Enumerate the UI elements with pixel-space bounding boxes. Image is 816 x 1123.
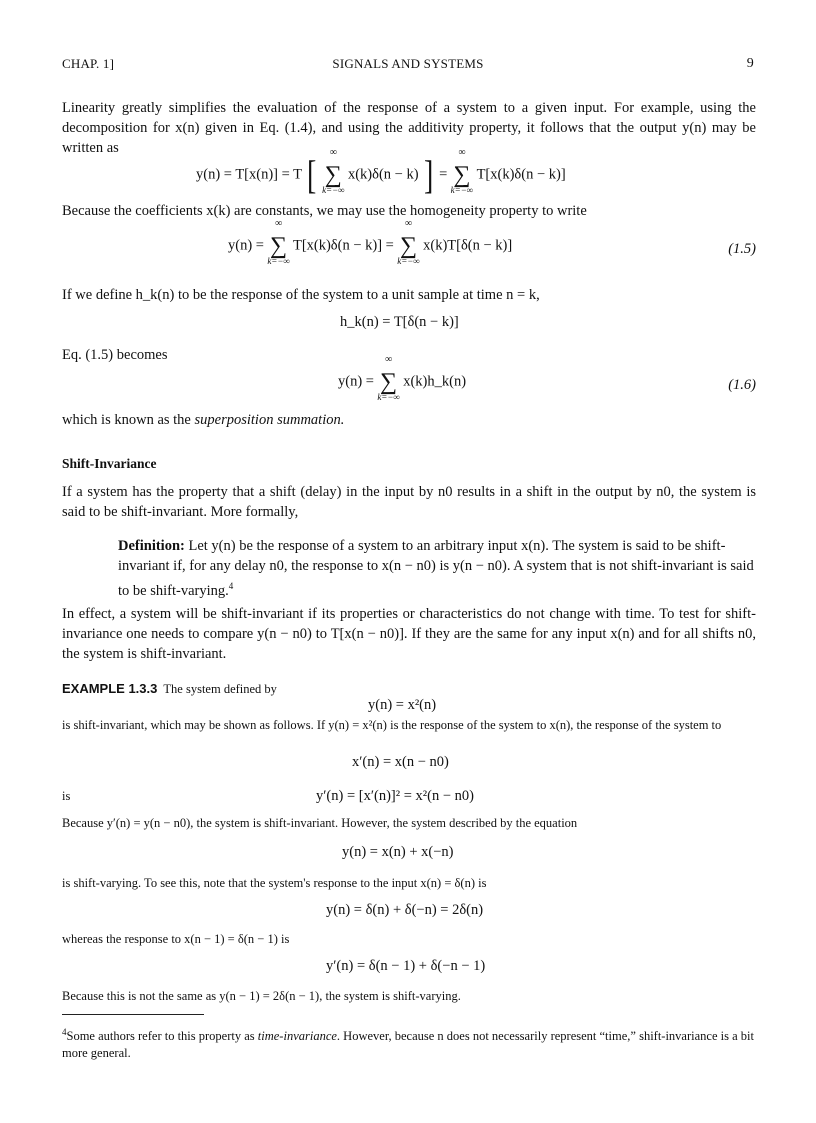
example-paragraph-4: whereas the response to x(n − 1) = δ(n − 1) is <box>62 932 290 946</box>
footnote-ref: 4 <box>228 581 234 591</box>
equation-number-1-6: (1.6) <box>728 377 756 393</box>
right-bracket: ] <box>424 152 434 197</box>
paragraph-shift-test: In effect, a system will be shift-invariant if its properties or characteristics do not change with time. To test for shift-invariance one needs to compare y(n − n0) to T[x(n − n0)]. If they are the same for any input x(n) and for all shifts n0, the system is shift-invariant. <box>62 606 756 662</box>
example-paragraph-1: is shift-invariant, which may be shown as follows. If y(n) = x²(n) is the response of the system to x(n), the response of the system to <box>62 718 722 732</box>
footnote-text-c: . However, because n does not necessarily represent “time,” shift-invariance is a bit more general. <box>62 1029 754 1061</box>
sum-symbol: ∞ ∑ k=−∞ <box>267 218 290 266</box>
equation-number-1-5: (1.5) <box>728 241 756 257</box>
example-intro: The system defined by <box>163 682 277 696</box>
eq16-rhs: x(k)h_k(n) <box>403 373 467 390</box>
page-number: 9 <box>746 56 754 71</box>
example-eq-shifted-input: x′(n) = x(n − n0) <box>352 754 449 770</box>
example-eq-square: y(n) = x²(n) <box>368 697 437 713</box>
footnote <box>62 1024 756 1062</box>
equation-output-linear <box>196 147 566 197</box>
definition-block <box>118 536 758 601</box>
sum-symbol: ∞ ∑ k=−∞ <box>450 147 474 195</box>
eq1-rhs: T[x(k)δ(n − k)] <box>476 166 566 183</box>
paragraph-linearity: Linearity greatly simplifies the evaluation of the response of a system to a given input. For example, using the decomposition for x(n) given in Eq. (1.4), and using the additivity property, it follows that the output y(n) may be written as <box>62 100 756 156</box>
sum-symbol: ∞ ∑ k=−∞ <box>377 354 400 402</box>
footnote-text-a: Some authors refer to this property as <box>66 1029 258 1044</box>
example-is: is <box>62 789 71 803</box>
paragraph-homogeneity: Because the coefficients x(k) are constants, we may use the homogeneity property to write <box>62 203 587 219</box>
example-paragraph-5: Because this is not the same as y(n − 1) = 2δ(n − 1), the system is shift-varying. <box>62 989 461 1003</box>
superposition-text: which is known as the <box>62 412 195 428</box>
example-eq-shift-varying: y(n) = x(n) + x(−n) <box>342 844 454 860</box>
equation-1-5 <box>228 218 513 266</box>
section-heading-shift-invariance: Shift-Invariance <box>62 456 157 471</box>
left-bracket: [ <box>307 152 317 197</box>
example-paragraph-3: is shift-varying. To see this, note that the system's response to the input x(n) = δ(n) is <box>62 876 487 890</box>
example-eq-delta-response: y(n) = δ(n) + δ(−n) = 2δ(n) <box>326 902 484 918</box>
sum-symbol: ∞ ∑ k=−∞ <box>397 218 420 266</box>
footnote-term: time-invariance <box>257 1029 337 1044</box>
paragraph-superposition <box>62 410 756 430</box>
equation-hk: h_k(n) = T[δ(n − k)] <box>340 314 459 330</box>
example-heading <box>62 680 756 698</box>
footnote-number: 4 <box>62 1027 67 1037</box>
example-eq-shifted-output: y′(n) = [x′(n)]² = x²(n − n0) <box>316 788 474 804</box>
example-paragraph-2: Because y′(n) = y(n − n0), the system is shift-invariant. However, the system described by the equation <box>62 816 578 830</box>
paragraph-shift-intro: If a system has the property that a shift (delay) in the input by n0 results in a shift in the output by n0, the system is said to be shift-invariant. More formally, <box>62 484 756 520</box>
definition-text: Let y(n) be the response of a system to an arbitrary input x(n). The system is said to be shift-invariant if, for any delay n0, the response to x(n − n0) is y(n − n0). A system that is not shift-invariant is said to be shift-varying. <box>118 538 754 599</box>
eq15-mid: T[x(k)δ(n − k)] = <box>292 237 394 254</box>
eq1-equals: = <box>439 166 448 183</box>
eq1-term: x(k)δ(n − k) <box>347 166 419 183</box>
example-eq-delayed-delta: y′(n) = δ(n − 1) + δ(−n − 1) <box>326 958 486 974</box>
sum-symbol: ∞ ∑ k=−∞ <box>322 147 345 195</box>
eq1-lhs: y(n) = T[x(n)] = T <box>196 166 302 183</box>
superposition-term: superposition summation. <box>194 412 345 428</box>
example-label: EXAMPLE 1.3.3 <box>62 681 158 696</box>
chapter-header: CHAP. 1] <box>62 56 115 71</box>
paragraph-define-hk: If we define h_k(n) to be the response of the system to a unit sample at time n = k, <box>62 287 540 303</box>
eq15-lhs: y(n) = <box>228 237 264 254</box>
footnote-rule <box>62 1014 204 1015</box>
running-title: SIGNALS AND SYSTEMS <box>332 56 484 71</box>
eq15-rhs: x(k)T[δ(n − k)] <box>423 237 513 254</box>
definition-label: Definition: <box>118 538 185 554</box>
equation-1-6 <box>338 354 467 402</box>
eq16-lhs: y(n) = <box>338 373 374 390</box>
paragraph-eq15-becomes: Eq. (1.5) becomes <box>62 347 168 363</box>
